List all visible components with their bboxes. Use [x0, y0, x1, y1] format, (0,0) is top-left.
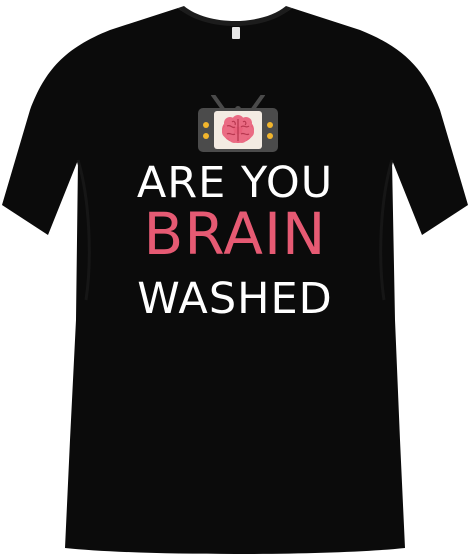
slogan-line-3: WASHED — [137, 274, 333, 324]
brain-icon — [222, 115, 254, 143]
tv-antenna-left — [213, 95, 223, 109]
tv-knob-right-top — [267, 122, 273, 128]
shirt-tag — [232, 27, 240, 39]
tv-knob-left-top — [203, 122, 209, 128]
tv-knob-right-bottom — [267, 133, 273, 139]
tv-brain-icon — [197, 95, 279, 153]
tv-antenna-right — [253, 95, 263, 109]
tv-knob-left-bottom — [203, 133, 209, 139]
slogan-line-2: BRAIN — [143, 200, 327, 268]
slogan-line-1: ARE YOU — [136, 158, 334, 208]
